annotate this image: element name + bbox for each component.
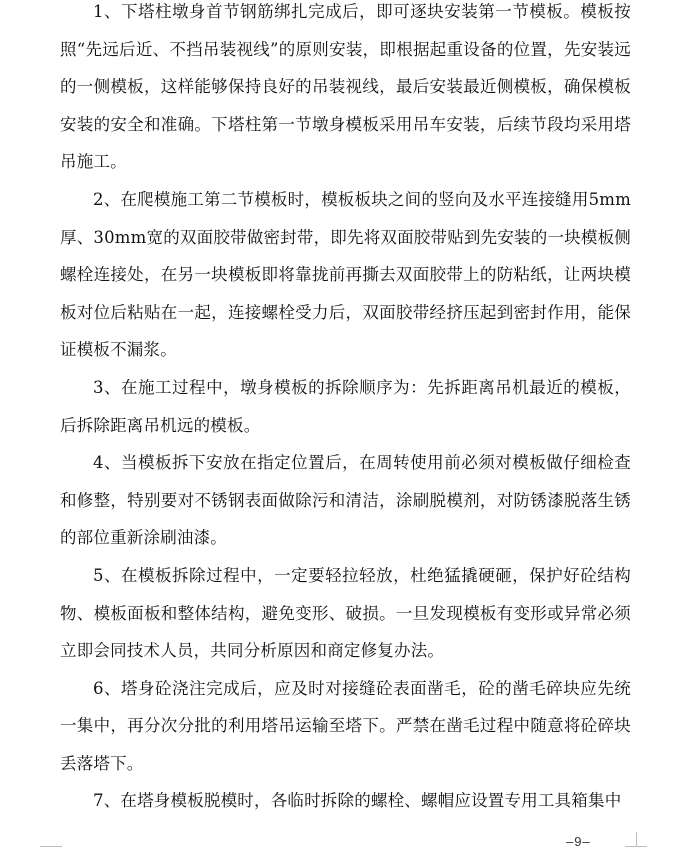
paragraph-7: 7、在塔身模板脱模时，各临时拆除的螺栓、螺帽应设置专用工具箱集中 — [93, 791, 622, 811]
footer-rule-left — [40, 846, 62, 847]
footer-rule-right — [625, 846, 647, 847]
paragraph-6: 6、塔身砼浇注完成后，应及时对接缝砼表面凿毛，砼的凿毛碎块应先统一集中，再分次分批的利用塔吊运输至塔下。严禁在凿毛过程中随意将砼碎块丢落塔下。 — [60, 678, 631, 773]
page-corner-mark — [636, 832, 637, 846]
paragraph-5: 5、在模板拆除过程中，一定要轻拉轻放，杜绝猛撬硬砸，保护好砼结构物、模板面板和整体结构，避免变形、破损。一旦发现模板有变形或异常必须立即会同技术人员，共同分析原因和商定修复办法。 — [60, 565, 631, 661]
paragraph-4: 4、当模板拆下安放在指定位置后，在周转使用前必须对模板做仔细检查和修整，特别要对不锈钢表面做除污和清洁，涂刷脱模剂，对防锈漆脱落生锈的部位重新涂刷油漆。 — [60, 453, 631, 548]
paragraph-2: 2、在爬模施工第二节模板时，模板板块之间的竖向及水平连接缝用5mm厚、30mm宽的双面胶带做密封带，即先将双面胶带贴到先安装的一块模板侧螺栓连接处，在另一块模板即将靠拢前再撕去双面胶带上的防粘纸，让两块模板对位后粘贴在一起，连接螺栓受力后，双面胶带经挤压起到密封作用，能保证模板不漏浆。 — [60, 189, 631, 360]
document-body — [60, 0, 631, 820]
page-number: –9– — [566, 834, 591, 849]
paragraph-3: 3、在施工过程中，墩身模板的拆除顺序为：先拆距离吊机最近的模板，后拆除距离吊机远的模板。 — [60, 377, 631, 435]
paragraph-1: 1、下塔柱墩身首节钢筋绑扎完成后，即可逐块安装第一节模板。模板按照“先远后近、不挡吊装视线”的原则安装，即根据起重设备的位置，先安装远的一侧模板，这样能够保持良好的吊装视线，最后安装最近侧模板，确保模板安装的安全和准确。下塔柱第一节墩身模板采用吊车安装，后续节段均采用塔吊施工。 — [60, 2, 631, 172]
